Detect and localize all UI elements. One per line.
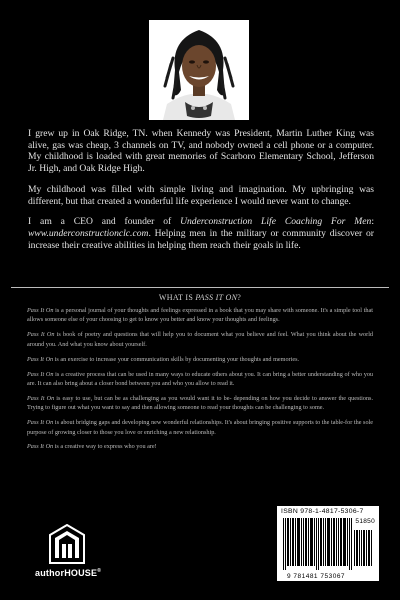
registered-mark: ® xyxy=(97,568,102,574)
author-photo xyxy=(149,20,249,120)
author-bio xyxy=(28,128,374,251)
book-title: Pass It On xyxy=(27,394,55,402)
description-paragraph xyxy=(27,355,373,364)
description-paragraph xyxy=(27,418,373,437)
author-portrait-icon xyxy=(149,20,249,120)
paragraph-text: is book of poetry and questions that will help you to document what you believe and feel. What you think about the world around you. And what you know about yourself. xyxy=(27,331,374,348)
paragraph-text: is an exercise to increase your communication skills by documenting your thoughts and memories. xyxy=(53,355,300,363)
book-title: Pass It On xyxy=(27,419,54,427)
description-paragraph xyxy=(27,330,373,349)
paragraph-text: is easy to use, but can be as challenging as you would want it to be- depending on how you decide to answer the questions. Trying to figure out what you want to say and then allowing someone to read your thoughts can be challenging to some. xyxy=(27,394,374,412)
description xyxy=(27,306,373,457)
paragraph-text: is a creative process that can be used in many ways to educate others about you. It can bring a better understanding of who you are. It can also bring about a closer bond between you and who you allow to read it. xyxy=(27,370,374,387)
book-title: Pass It On xyxy=(27,443,54,451)
book-title: Pass It On xyxy=(27,370,54,378)
barcode-bars xyxy=(281,516,375,572)
isbn-barcode xyxy=(277,506,379,581)
heading-text: WHAT IS xyxy=(158,293,196,302)
book-title: Pass It On xyxy=(27,307,54,314)
isbn-text: ISBN 978-1-4817-5306-7 xyxy=(281,508,364,515)
heading-text: ? xyxy=(237,293,242,302)
description-paragraph xyxy=(27,306,373,325)
bio-text: I am a CEO and founder of xyxy=(28,216,181,228)
bio-paragraph: I grew up in Oak Ridge, TN. when Kennedy was President, Martin Luther King was alive, gas was cheap, 3 channels on TV, and nobody owned a cell phone or a computer. My childhood is loaded with great memories of Scarboro Elementary School, Jefferson Jr. High, and Oak Ridge High. xyxy=(28,128,374,175)
book-title: PASS IT ON xyxy=(195,293,238,302)
bio-text: : xyxy=(371,216,374,228)
paragraph-text: is a creative way to express who you are! xyxy=(53,443,157,451)
description-paragraph xyxy=(27,442,373,451)
divider xyxy=(11,287,389,288)
book-title: Pass It On xyxy=(27,355,54,363)
price-code: 51850 xyxy=(355,518,375,525)
publisher-name-pre: author xyxy=(35,568,65,578)
book-title: Pass It On xyxy=(27,331,55,339)
publisher-name-post: HOUSE xyxy=(64,568,98,578)
description-paragraph xyxy=(27,394,373,413)
publisher-name xyxy=(35,568,102,578)
bio-text: . Helping men in the military or community discover or increase their creative abilities in helping them reach their goals in life. xyxy=(28,227,374,251)
bio-paragraph: My childhood was filled with simple living and imagination. My upbringing was different, but that created a wonderful life experience I would never want to change. xyxy=(28,183,374,207)
website-link[interactable]: www.underconstructionclc.com xyxy=(28,227,149,239)
bio-paragraph xyxy=(28,216,374,251)
company-name: Underconstruction Life Coaching For Men xyxy=(180,216,372,228)
authorhouse-logo-icon xyxy=(49,524,85,564)
barcode-number: 9 781481 753067 xyxy=(286,573,346,580)
description-paragraph xyxy=(27,370,373,389)
paragraph-text: is a personal journal of your thoughts and feelings expressed in a book that you may share with someone. It's a simple tool that allows someone else of your choosing to get to know you better and know your thoughts and feelings. xyxy=(27,307,373,324)
publisher-logo xyxy=(35,524,102,584)
paragraph-text: is about bridging gaps and developing new wonderful relationships. It's about bringing positive supports to the table-for the sole purpose of growing closer to those you love or enriching a new relationship. xyxy=(27,419,374,436)
section-heading xyxy=(0,293,400,302)
